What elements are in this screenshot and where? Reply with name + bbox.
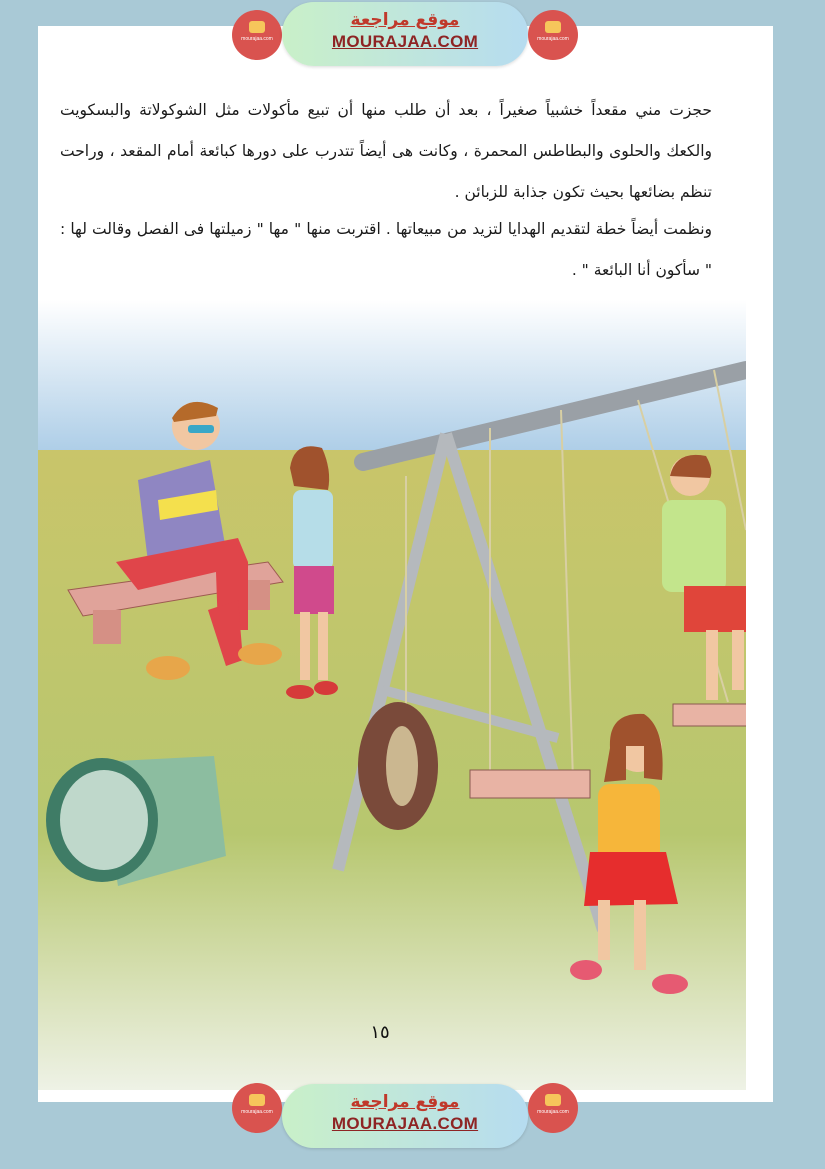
logo-mark-icon [545, 1094, 561, 1106]
logo-caption: mourajaa.com [241, 36, 273, 42]
page-number: ١٥ [370, 1022, 390, 1043]
site-name-english[interactable]: MOURAJAA.COM [331, 1114, 479, 1133]
logo-mark-icon [545, 21, 561, 33]
story-text [60, 90, 712, 291]
site-logo-icon[interactable] [528, 1083, 578, 1133]
logo-caption: mourajaa.com [537, 1109, 569, 1115]
site-logo-icon[interactable] [528, 10, 578, 60]
site-logo-icon[interactable] [232, 10, 282, 60]
site-name-arabic[interactable]: موقع مراجعة [350, 1092, 460, 1112]
logo-caption: mourajaa.com [537, 36, 569, 42]
site-name-arabic[interactable]: موقع مراجعة [350, 10, 460, 30]
logo-mark-icon [249, 1094, 265, 1106]
story-paragraph-2: ونظمت أيضاً خطة لتقديم الهدايا لتزيد من مبيعاتها . اقتربت منها " مها " زميلتها فى الفصل وقالت لها : " سأكون أنا البائعة " . [60, 220, 712, 279]
story-paragraph-1: حجزت مني مقعداً خشبياً صغيراً ، بعد أن طلب منها أن تبيع مأكولات مثل الشوكولاتة والبسكويت والكعك والحلوى والبطاطس المحمرة ، وكانت هى أيضاً تتدرب على دورها كبائعة أمام المقعد ، وراحت تنظم بضائعها بحيث تكون جذابة للزبائن . [60, 101, 712, 201]
site-banner-top[interactable] [282, 2, 528, 66]
playground-illustration [38, 300, 746, 1090]
site-banner-bottom[interactable] [282, 1084, 528, 1148]
sky [38, 300, 746, 460]
site-logo-icon[interactable] [232, 1083, 282, 1133]
logo-mark-icon [249, 21, 265, 33]
logo-caption: mourajaa.com [241, 1109, 273, 1115]
site-name-english[interactable]: MOURAJAA.COM [331, 32, 479, 51]
